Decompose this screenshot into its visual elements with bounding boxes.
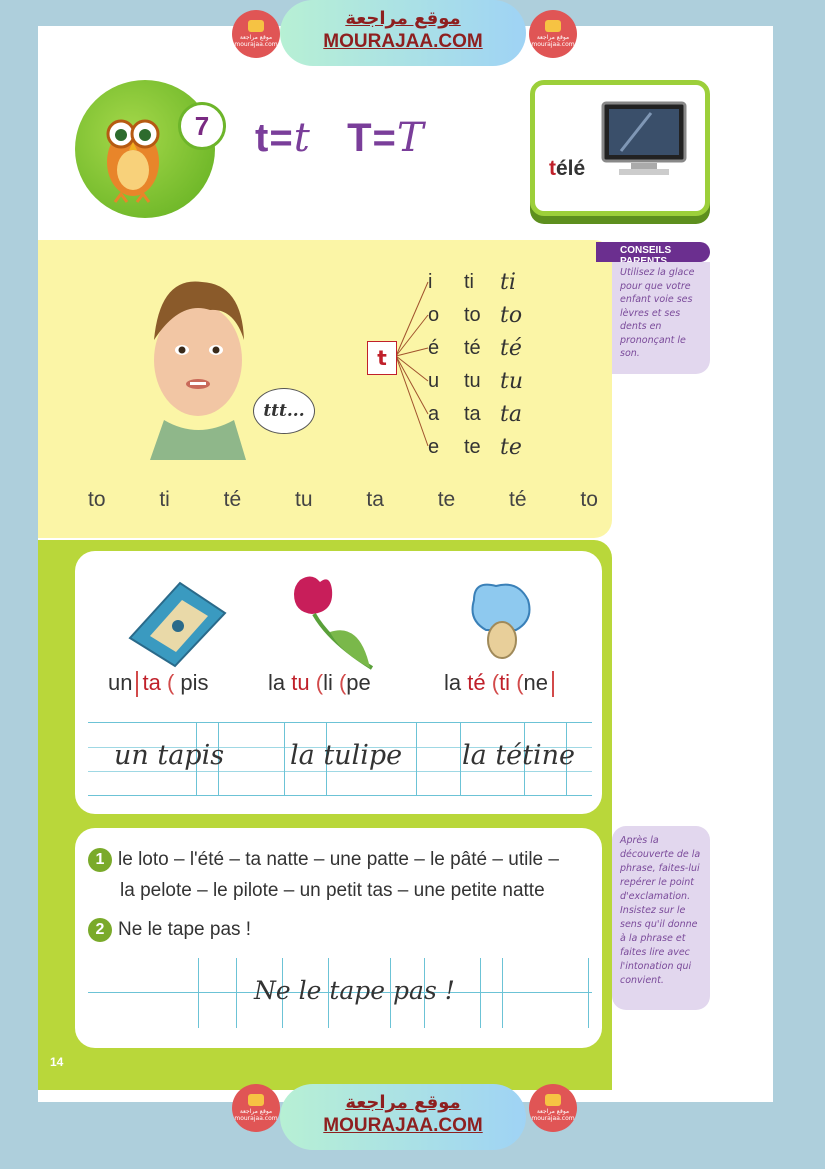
syllable-cursive: ta	[500, 402, 522, 427]
word-det: la	[268, 670, 286, 695]
exercise-line-2: la pelote – le pilote – un petit tas – une petite natte	[120, 880, 545, 901]
badge-label: موقع مراجعة mourajaa.com	[531, 1108, 575, 1122]
letter-cursive-upper: T	[396, 115, 425, 161]
banner-url[interactable]: MOURAJAA.COM	[323, 31, 483, 52]
reading-syllable: to	[88, 488, 106, 511]
word-tetine	[444, 670, 558, 697]
letter-print-lower: t	[255, 116, 270, 160]
syllable-row	[428, 398, 550, 431]
reading-syllable: ta	[366, 488, 384, 511]
reading-syllable: ti	[159, 488, 170, 511]
vowel: u	[428, 370, 440, 392]
word-syllable: pe	[346, 670, 371, 695]
exercise-line-1	[88, 848, 559, 872]
syllable-cursive: té	[500, 336, 522, 361]
conseils-parents-title: CONSEILS	[596, 242, 710, 262]
vowel: e	[428, 436, 440, 458]
word-det: un	[108, 670, 133, 695]
syllable-grid	[428, 266, 550, 464]
syllable-print: ti	[464, 271, 474, 293]
cursive-tulipe: la tulipe	[290, 740, 403, 771]
site-badge-left-bottom[interactable]	[232, 1084, 280, 1132]
badge-label: موقع مراجعة mourajaa.com	[531, 34, 575, 48]
site-banner-top[interactable]	[280, 0, 526, 66]
badge-label: موقع مراجعة mourajaa.com	[234, 1108, 278, 1122]
syllable-separator: (	[166, 670, 175, 695]
syllable-row	[428, 332, 550, 365]
word-syllable: tu	[291, 670, 310, 695]
word-syllable: té	[467, 670, 486, 695]
word-syllable: pis	[180, 670, 209, 695]
word-syllable: ta	[142, 670, 161, 695]
syllable-row	[428, 365, 550, 398]
reading-syllable: te	[437, 488, 456, 511]
banner-url[interactable]: MOURAJAA.COM	[323, 1115, 483, 1136]
reading-syllable: té	[509, 488, 527, 511]
conseils-parents-text: Utilisez la glace pour que votre enfant voie ses lèvres et ses dents en prononçant le son.	[612, 262, 710, 374]
site-banner-bottom[interactable]	[280, 1084, 526, 1150]
guide-vline	[416, 723, 417, 795]
word-syllable: ti	[499, 670, 511, 695]
conseils-parents-text-2: Après la découverte de la phrase, faites-lui repérer le point d'exclamation. Insistez sur le sens qu'il donne à la phrase et faites lire avec l'intonation qui convient.	[612, 826, 710, 1010]
guide-line	[88, 771, 592, 772]
word-tulipe	[268, 670, 371, 696]
equals-sign: =	[372, 116, 397, 160]
vowel: é	[428, 337, 440, 359]
word-det: la	[444, 670, 462, 695]
pacifier-icon	[466, 576, 536, 666]
reading-line	[88, 488, 598, 512]
guide-vline	[502, 958, 503, 1028]
vowel: o	[428, 304, 440, 326]
exercise-text: le loto – l'été – ta natte – une patte – le pâté – utile –	[118, 849, 559, 871]
syllable-row	[428, 266, 550, 299]
syllable-cursive: tu	[500, 369, 524, 394]
syllable-separator: (	[516, 670, 524, 695]
syllable-print: té	[464, 337, 481, 359]
syllable-separator: (	[338, 670, 347, 695]
letters-title	[255, 115, 425, 161]
syllable-row	[428, 431, 550, 464]
syllable-cursive: ti	[500, 270, 516, 295]
owl-mascot	[75, 80, 215, 218]
reading-syllable: tu	[295, 488, 313, 511]
reading-syllable: té	[223, 488, 242, 511]
syllable-cursive: to	[500, 303, 523, 328]
exercise-sentence	[88, 918, 251, 942]
guide-vline	[284, 723, 285, 795]
cursive-tetine: la tétine	[462, 740, 575, 771]
tele-card	[530, 80, 710, 216]
guide-vline	[198, 958, 199, 1028]
banner-arabic: موقع مراجعة	[345, 8, 461, 29]
word-syllable: ne	[523, 670, 548, 695]
syllable-separator	[136, 671, 138, 697]
owl-icon	[75, 80, 215, 218]
boy-face-icon	[150, 270, 250, 460]
letter-t-box: t	[367, 341, 397, 375]
guide-vline	[460, 723, 461, 795]
tele-t: t	[549, 157, 556, 180]
vowel: a	[428, 403, 440, 425]
page-number: 14	[50, 1055, 64, 1069]
guide-vline	[588, 958, 589, 1028]
speech-bubble: ttt...	[253, 388, 315, 434]
letter-print-upper: T	[347, 116, 373, 160]
banner-arabic: موقع مراجعة	[345, 1092, 461, 1113]
word-tapis	[108, 670, 209, 697]
syllable-separator	[552, 671, 554, 697]
exercise-number: 2	[88, 918, 112, 942]
tulip-icon	[290, 572, 380, 672]
syllable-separator: (	[315, 670, 324, 695]
guide-vline	[480, 958, 481, 1028]
carpet-icon	[120, 578, 230, 668]
reading-syllable: to	[580, 488, 598, 511]
guide-vline	[236, 958, 237, 1028]
syllable-print: tu	[464, 370, 481, 392]
syllable-print: te	[464, 436, 481, 458]
equals-sign: =	[269, 116, 294, 160]
word-syllable: li	[323, 670, 333, 695]
lesson-number: 7	[178, 102, 226, 150]
site-badge-right-top[interactable]	[529, 10, 577, 58]
tele-rest: élé	[556, 157, 586, 180]
badge-label: موقع مراجعة mourajaa.com	[234, 34, 278, 48]
exercise-number: 1	[88, 848, 112, 872]
tv-icon	[601, 101, 691, 181]
syllable-print: ta	[464, 403, 481, 425]
syllable-separator: (	[491, 670, 500, 695]
site-badge-right-bottom[interactable]	[529, 1084, 577, 1132]
syllable-cursive: te	[500, 435, 522, 460]
tele-word	[549, 157, 585, 181]
cursive-tapis: un tapis	[114, 740, 225, 771]
syllable-print: to	[464, 304, 481, 326]
exercise-text: Ne le tape pas !	[118, 919, 252, 941]
letter-cursive-lower: t	[293, 115, 311, 161]
site-badge-left-top[interactable]	[232, 10, 280, 58]
vowel: i	[428, 271, 433, 293]
syllable-row	[428, 299, 550, 332]
cursive-sentence: Ne le tape pas !	[254, 976, 455, 1005]
